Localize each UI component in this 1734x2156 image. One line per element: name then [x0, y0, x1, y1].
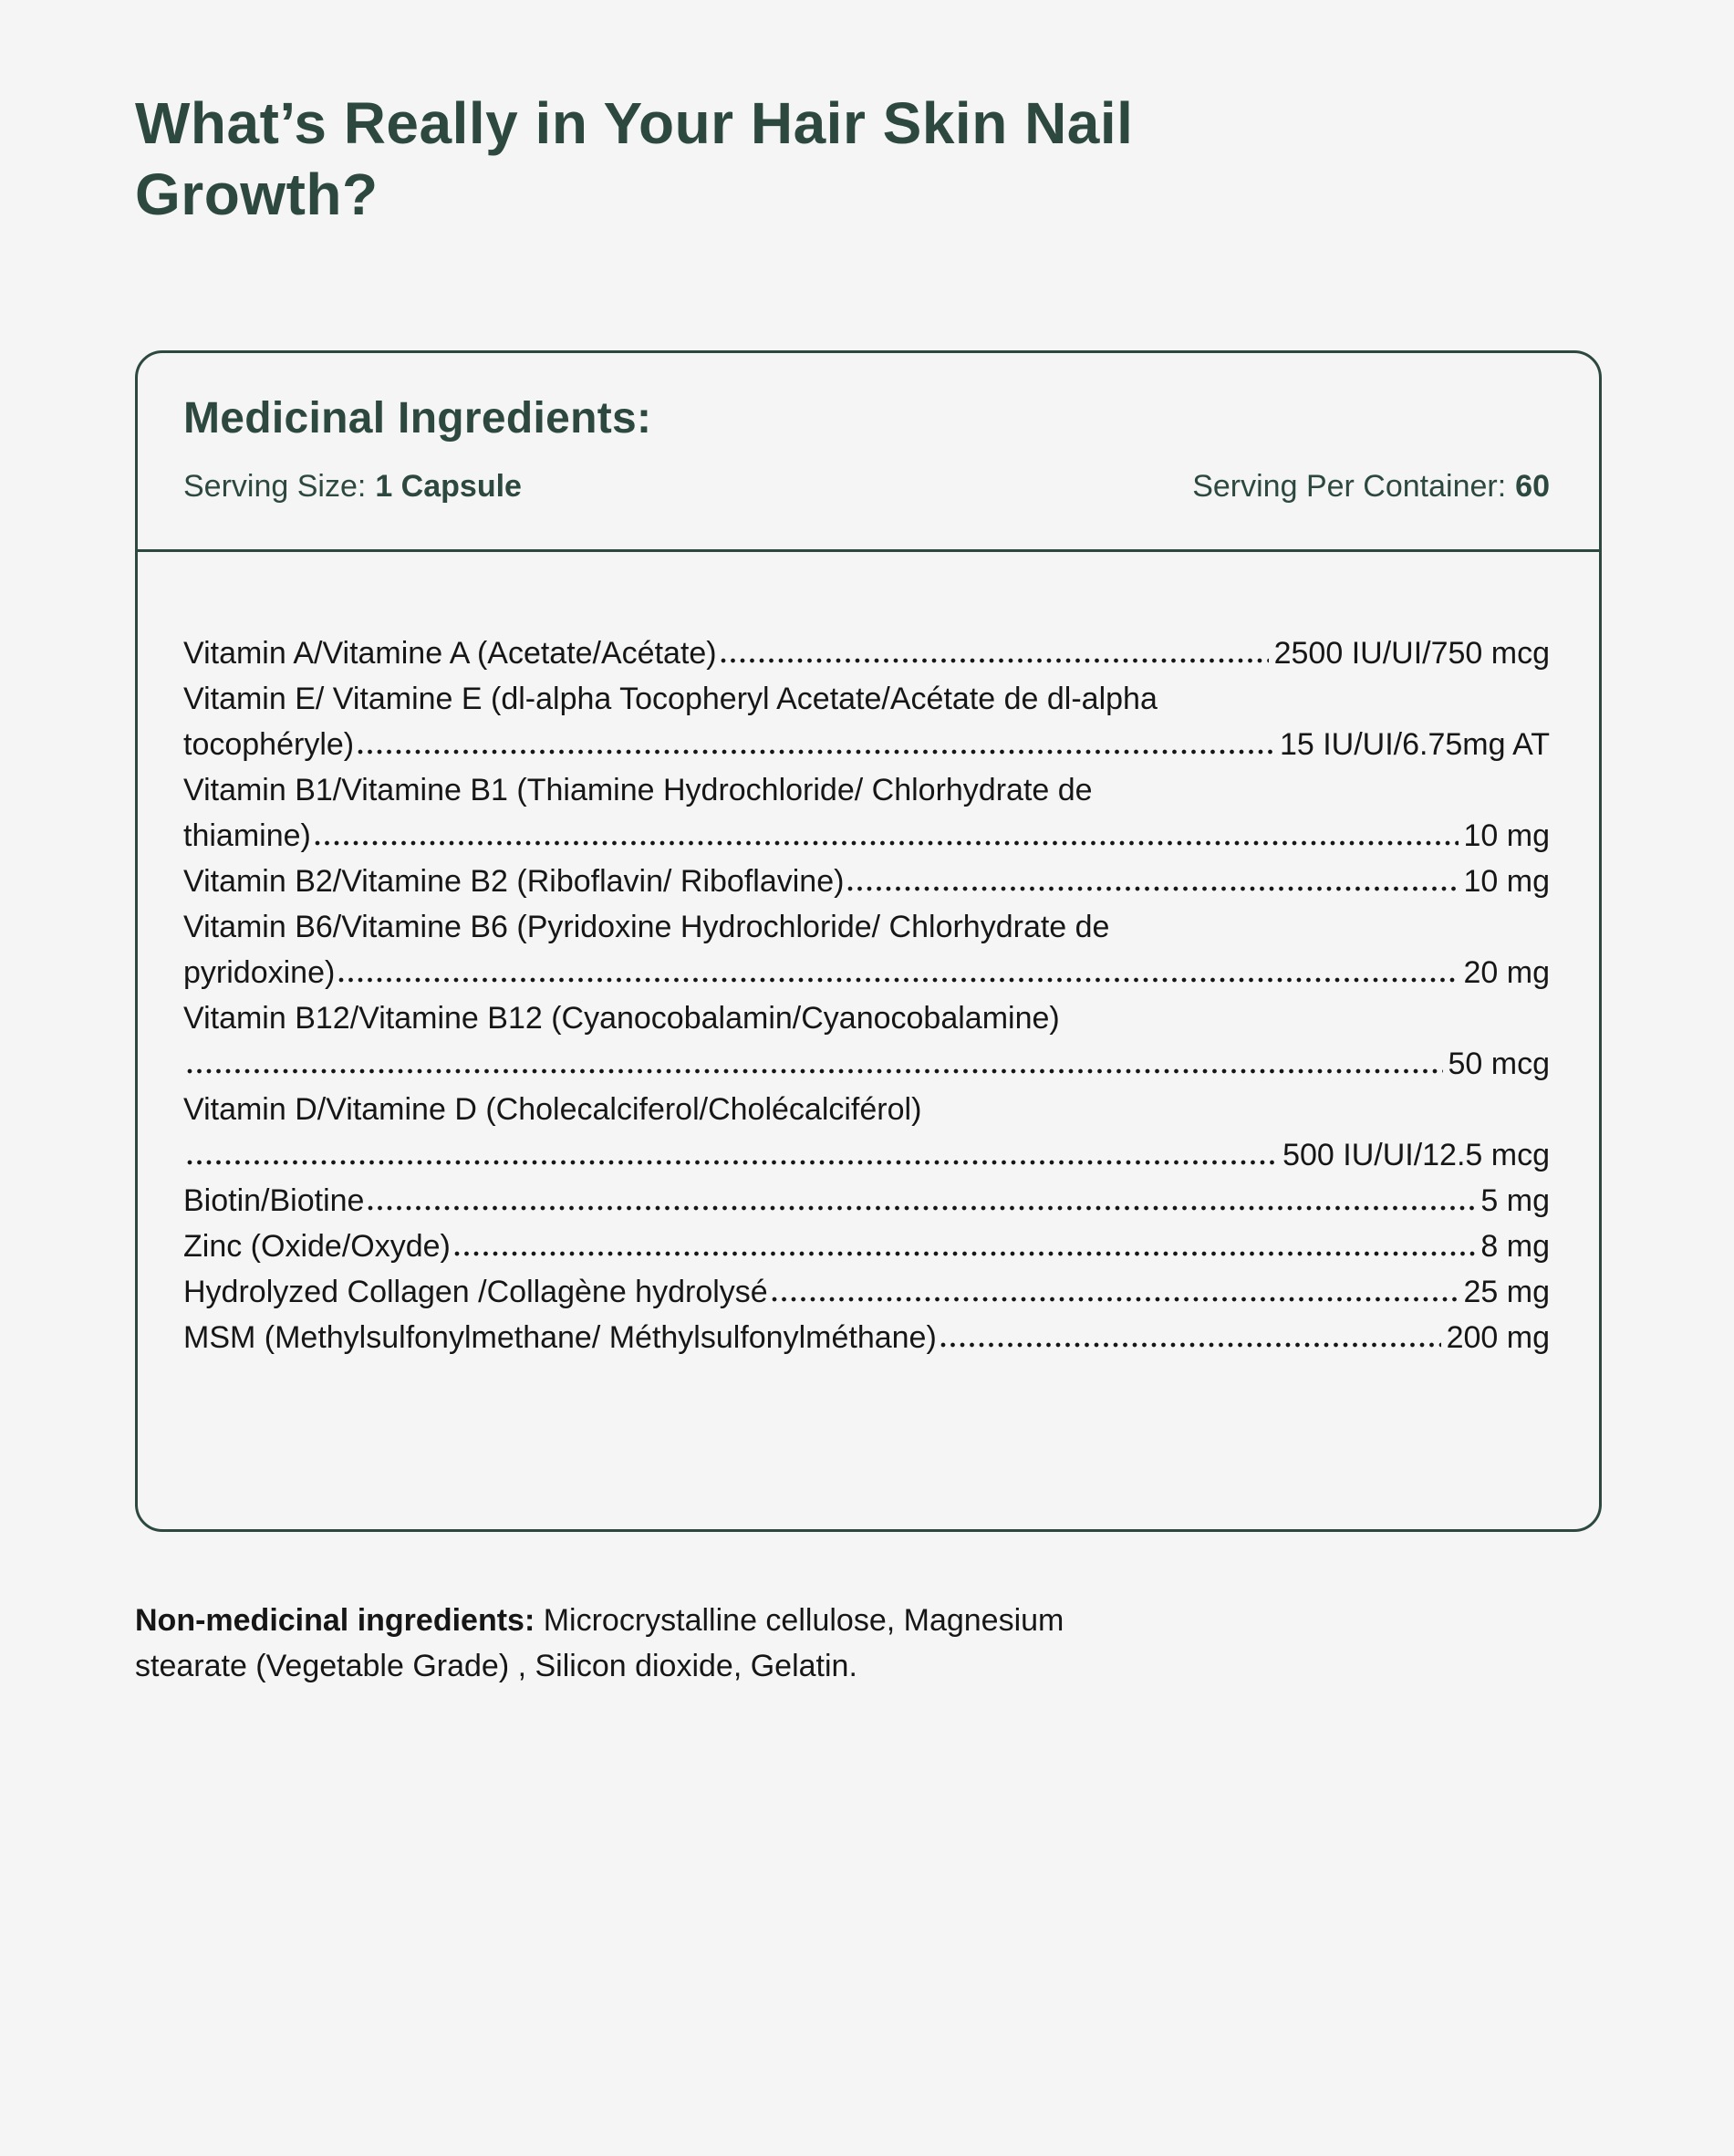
- leader-dots: [846, 886, 1458, 891]
- ingredient-list: [138, 552, 1599, 1360]
- ingredient-name: Hydrolyzed Collagen /Collagène hydrolysé: [183, 1275, 768, 1309]
- serving-size-label: Serving Size:: [183, 469, 367, 505]
- ingredient-line: [183, 813, 1550, 859]
- non-medicinal-text-line2: stearate (Vegetable Grade) , Silicon dioxide, Gelatin.: [135, 1649, 857, 1683]
- ingredient-value: 25 mg: [1463, 1275, 1550, 1309]
- ingredient-name: MSM (Methylsulfonylmethane/ Méthylsulfonylméthane): [183, 1320, 937, 1355]
- ingredient-name: Vitamin E/ Vitamine E (dl-alpha Tocopheryl Acetate/Acétate de dl-alpha: [183, 682, 1158, 716]
- ingredient-name: pyridoxine): [183, 955, 336, 990]
- ingredient-value: 10 mg: [1463, 818, 1550, 853]
- ingredient-line: [183, 995, 1550, 1041]
- ingredient-name: Zinc (Oxide/Oxyde): [183, 1229, 451, 1264]
- ingredient-line: [183, 859, 1550, 904]
- serving-size-value: 1 Capsule: [375, 469, 522, 505]
- ingredient-value: 500 IU/UI/12.5 mcg: [1282, 1138, 1550, 1172]
- serving-per-container: [1192, 469, 1550, 505]
- ingredient-line: [183, 722, 1550, 767]
- non-medicinal-text-line1: Microcrystalline cellulose, Magnesium: [543, 1603, 1064, 1638]
- non-medicinal-label: Non-medicinal ingredients:: [135, 1603, 535, 1638]
- ingredient-line: [183, 1315, 1550, 1360]
- ingredient-value: 50 mcg: [1448, 1047, 1550, 1081]
- card-heading: Medicinal Ingredients:: [183, 394, 652, 443]
- ingredient-name: Vitamin A/Vitamine A (Acetate/Acétate): [183, 636, 717, 671]
- ingredient-name: Vitamin B6/Vitamine B6 (Pyridoxine Hydrochloride/ Chlorhydrate de: [183, 910, 1110, 944]
- ingredient-line: [183, 950, 1550, 995]
- ingredient-line: [183, 1087, 1550, 1132]
- leader-dots: [357, 749, 1274, 755]
- leader-dots: [314, 840, 1459, 846]
- supplement-facts-card: [135, 350, 1602, 1532]
- serving-container-value: 60: [1515, 469, 1550, 505]
- page-title-line2: Growth?: [135, 161, 379, 227]
- leader-dots: [771, 1297, 1459, 1302]
- leader-dots: [720, 658, 1269, 663]
- leader-dots: [186, 1068, 1443, 1074]
- ingredient-value: 15 IU/UI/6.75mg AT: [1279, 727, 1550, 762]
- ingredient-name: Vitamin B2/Vitamine B2 (Riboflavin/ Riboflavine): [183, 864, 845, 899]
- ingredient-line: [183, 904, 1550, 950]
- ingredient-name: tocophéryle): [183, 727, 355, 762]
- ingredient-line: [183, 1178, 1550, 1224]
- serving-container-label: Serving Per Container:: [1192, 469, 1507, 505]
- ingredient-value: 2500 IU/UI/750 mcg: [1273, 636, 1550, 671]
- ingredient-name: thiamine): [183, 818, 311, 853]
- ingredient-value: 20 mg: [1463, 955, 1550, 990]
- ingredient-name: Biotin/Biotine: [183, 1183, 365, 1218]
- ingredient-value: 5 mg: [1480, 1183, 1550, 1218]
- leader-dots: [940, 1342, 1441, 1348]
- leader-dots: [186, 1160, 1277, 1165]
- serving-size: [183, 469, 522, 505]
- ingredient-line: [183, 1132, 1550, 1178]
- ingredient-name: Vitamin B12/Vitamine B12 (Cyanocobalamin/Cyanocobalamine): [183, 1001, 1060, 1036]
- leader-dots: [337, 977, 1458, 983]
- ingredient-name: Vitamin D/Vitamine D (Cholecalciferol/Cholécalciférol): [183, 1092, 922, 1127]
- ingredient-line: [183, 767, 1550, 813]
- leader-dots: [453, 1251, 1476, 1256]
- page-title: [135, 88, 1734, 230]
- ingredient-name: Vitamin B1/Vitamine B1 (Thiamine Hydrochloride/ Chlorhydrate de: [183, 773, 1093, 807]
- ingredient-line: [183, 1224, 1550, 1269]
- serving-row: [183, 469, 1550, 505]
- ingredient-line: [183, 1041, 1550, 1087]
- ingredient-value: 8 mg: [1480, 1229, 1550, 1264]
- non-medicinal-ingredients: [135, 1598, 1521, 1689]
- card-header: [138, 353, 1599, 552]
- leader-dots: [367, 1205, 1475, 1211]
- ingredient-value: 10 mg: [1463, 864, 1550, 899]
- page-title-line1: What’s Really in Your Hair Skin Nail: [135, 90, 1134, 156]
- ingredient-line: [183, 676, 1550, 722]
- ingredient-line: [183, 630, 1550, 676]
- ingredient-value: 200 mg: [1446, 1320, 1550, 1355]
- ingredient-line: [183, 1269, 1550, 1315]
